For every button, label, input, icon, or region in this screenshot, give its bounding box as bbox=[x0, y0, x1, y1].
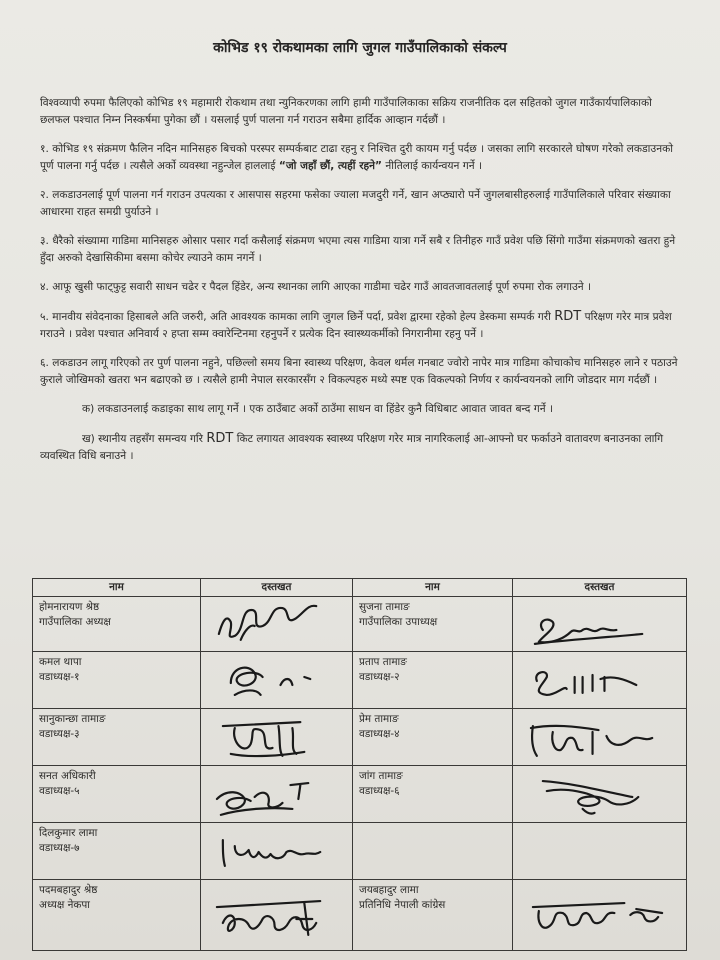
point-1-quote: “जो जहाँ छौं, त्यहीं रहने” bbox=[278, 160, 382, 172]
document-title: कोभिड १९ रोकथामका लागि जुगल गाउँपालिकाको संकल्प bbox=[213, 40, 507, 56]
handwritten-signature bbox=[201, 597, 352, 651]
member-role: वडाध्यक्ष-३ bbox=[39, 728, 80, 740]
member-role: अध्यक्ष नेकपा bbox=[39, 899, 90, 911]
member-role: वडाध्यक्ष-५ bbox=[39, 785, 80, 797]
option-kha-text: ख) स्थानीय तहसँग समन्वय गरि bbox=[82, 433, 203, 445]
member-role: वडाध्यक्ष-१ bbox=[39, 671, 80, 683]
handwritten-signature bbox=[201, 652, 352, 708]
signature-cell bbox=[201, 880, 353, 951]
resolution-body bbox=[40, 95, 680, 477]
handwritten-signature bbox=[513, 652, 686, 708]
header-name-right: नाम bbox=[353, 579, 513, 597]
name-cell bbox=[353, 880, 513, 951]
name-cell bbox=[353, 766, 513, 823]
option-kha bbox=[40, 430, 680, 465]
handwritten-signature bbox=[513, 597, 686, 651]
point-1 bbox=[40, 141, 680, 175]
signature-cell bbox=[513, 597, 687, 652]
name-cell bbox=[353, 823, 513, 880]
table-row bbox=[33, 652, 687, 709]
option-ka: क) लकडाउनलाई कडाइका साथ लागू गर्ने । एक ठाउँबाट अर्को ठाउँमा साधन वा हिंडेर कुनै विधिबाट आवात जावत बन्द गर्ने । bbox=[82, 403, 553, 415]
table-row bbox=[33, 766, 687, 823]
member-name: प्रेम तामाङ bbox=[359, 713, 399, 725]
point-5 bbox=[40, 308, 680, 343]
handwritten-signature bbox=[201, 880, 352, 950]
signature-table bbox=[32, 578, 687, 951]
name-cell bbox=[33, 766, 201, 823]
table-row bbox=[33, 597, 687, 652]
signature-cell bbox=[201, 766, 353, 823]
header-name-left: नाम bbox=[33, 579, 201, 597]
signature-cell bbox=[513, 880, 687, 951]
member-name: कमल थापा bbox=[39, 656, 82, 668]
table-header-row bbox=[33, 579, 687, 597]
member-name: जांग तामाङ bbox=[359, 770, 403, 782]
member-name: पदमबहादुर श्रेष्ठ bbox=[39, 884, 98, 896]
point-6: ६. लकडाउन लागू गरिएको तर पुर्ण पालना नहुने, पछिल्लो समय बिना स्वास्थ्य परिक्षण, केवल थर्मल गनबाट ज्वोरो नापेर मात्र गाडिमा कोचाकोच मानिसहरु लाने र पठाउने कुराले जोखिमको खतरा भन बढाएको छ । त्यसैले हामी नेपाल सरकारसँग २ विकल्पहरु मध्ये स्पष्ट एक विकल्पको निर्णय र कार्यन्वयनको लागि जोडदार माग गर्दछौं । bbox=[40, 357, 678, 386]
point-2: २. लकडाउनलाई पूर्ण पालना गर्न गराउन उपत्यका र आसपास सहरमा फसेका ज्याला मजदुरी गर्ने, खान अप्ठ्यारो पर्ने जुगलबासीहरुलाई गाउँपालिकाले परिवार संख्याका आधारमा राहत समग्री पुर्याउने । bbox=[40, 189, 671, 218]
name-cell bbox=[353, 652, 513, 709]
name-cell bbox=[353, 709, 513, 766]
signature-cell bbox=[201, 597, 353, 652]
point-5-text: ५. मानवीय संवेदनाका हिसाबले अति जरुरी, अति आवश्यक कामका लागि जुगल छिर्ने पर्दा, प्रवेश द्वारमा रहेको हेल्प डेस्कमा सम्पर्क गरी bbox=[40, 311, 551, 323]
intro-paragraph: विश्वव्यापी रुपमा फैलिएको कोभिड १९ महामारी रोकथाम तथा न्युनिकरणका लागि हामी गाउँपालिकाका सक्रिय राजनीतिक दल सहितको जुगल गाउँकार्यपालिकाको छलफल पश्चात निम्न निस्कर्षमा पुगेका छौं । यसलाई पुर्ण पालना गर्न गराउन सबैमा हार्दिक आव्हान गर्दछौं । bbox=[40, 97, 652, 126]
member-role: गाउँपालिका अध्यक्ष bbox=[39, 616, 111, 628]
name-cell bbox=[33, 709, 201, 766]
name-cell bbox=[33, 597, 201, 652]
member-name: सानुकान्छा तामाङ bbox=[39, 713, 106, 725]
header-signature-right: दस्तखत bbox=[513, 579, 687, 597]
member-name: दिलकुमार लामा bbox=[39, 827, 98, 839]
handwritten-signature bbox=[201, 823, 352, 879]
table-row bbox=[33, 823, 687, 880]
option-kha-rdt: RDT bbox=[206, 431, 234, 446]
member-role: गाउँपालिका उपाध्यक्ष bbox=[359, 616, 438, 628]
handwritten-signature bbox=[513, 880, 686, 950]
member-role: वडाध्यक्ष-७ bbox=[39, 842, 80, 854]
signature-cell bbox=[513, 823, 687, 880]
name-cell bbox=[33, 823, 201, 880]
option-kha-text-end: किट लगायत आवश्यक स्वास्थ्य परिक्षण गरेर मात्र नागरिकलाई आ-आफ्नो घर फर्काउने वातावरण बनाउनका लागि व्यवस्थित विधि बनाउने । bbox=[40, 433, 664, 462]
table-row bbox=[33, 880, 687, 951]
header-signature-left: दस्तखत bbox=[201, 579, 353, 597]
member-name: होमनारायण श्रेष्ठ bbox=[39, 601, 100, 613]
point-1-text: १. कोभिड १९ संक्रमण फैलिन नदिन मानिसहरु बिचको परस्पर सम्पर्कबाट टाढा रहनु र निश्चित दुरी कायम गर्नु पर्दछ । जसका लागि सरकारले घोषण गरेको लकडाउनको पूर्ण पालना गर्नु पर्दछ । त्यसैले अर्को व्यवस्था नहुन्जेल हाललाई bbox=[40, 143, 673, 172]
handwritten-signature bbox=[201, 709, 352, 765]
point-3: ३. धैरैको संख्यामा गाडिमा मानिसहरु ओसार पसार गर्दा कसैलाई संक्रमण भएमा त्यस गाडिमा यात्रा गर्ने सबै र तिनीहरु गाउँ प्रवेश पछि सिंगो गाउँमा संक्रमणको खतरा हुने हुँदा अरुको देखासिकीमा बसमा कोचेर ल्याउने काम नगर्ने । bbox=[40, 235, 676, 264]
member-role: वडाध्यक्ष-२ bbox=[359, 671, 400, 683]
member-name: सुजना तामाङ bbox=[359, 601, 410, 613]
name-cell bbox=[33, 652, 201, 709]
table-row bbox=[33, 709, 687, 766]
signature-cell bbox=[201, 709, 353, 766]
member-name: सनत अधिकारी bbox=[39, 770, 96, 782]
member-role: वडाध्यक्ष-६ bbox=[359, 785, 400, 797]
member-role: प्रतिनिधि नेपाली कांग्रेस bbox=[359, 899, 446, 911]
signature-cell bbox=[513, 709, 687, 766]
signature-cell bbox=[201, 823, 353, 880]
signature-cell bbox=[513, 766, 687, 823]
name-cell bbox=[33, 880, 201, 951]
name-cell bbox=[353, 597, 513, 652]
point-4: ४. आफू खुसी फाट्फुट्ट सवारी साधन चढेर र पैदल हिंडेर, अन्य स्थानका लागि आएका गाडीमा चढेर गाउँ आवतजावतलाई पूर्ण रुपमा रोक लगाउने । bbox=[40, 281, 592, 293]
point-1-text-end: नीतिलाई कार्यन्वयन गर्ने । bbox=[385, 160, 482, 172]
member-role: वडाध्यक्ष-४ bbox=[359, 728, 400, 740]
point-5-text-end: परिक्षण गरेर मात्र प्रवेश गराउने । प्रवेश पश्चात अनिवार्य २ हप्ता सम्म क्वारेन्टिनमा रहनुपर्ने र प्रत्येक दिन स्वास्थ्यकर्मीको निगरानीमा रहनु पर्ने । bbox=[40, 311, 672, 340]
signature-cell bbox=[513, 652, 687, 709]
member-name: प्रताप तामाङ bbox=[359, 656, 407, 668]
point-5-rdt: RDT bbox=[554, 309, 582, 324]
member-name: जयबहादुर लामा bbox=[359, 884, 419, 896]
signature-cell bbox=[201, 652, 353, 709]
handwritten-signature bbox=[513, 709, 686, 765]
handwritten-signature bbox=[513, 766, 686, 822]
handwritten-signature bbox=[201, 766, 352, 822]
